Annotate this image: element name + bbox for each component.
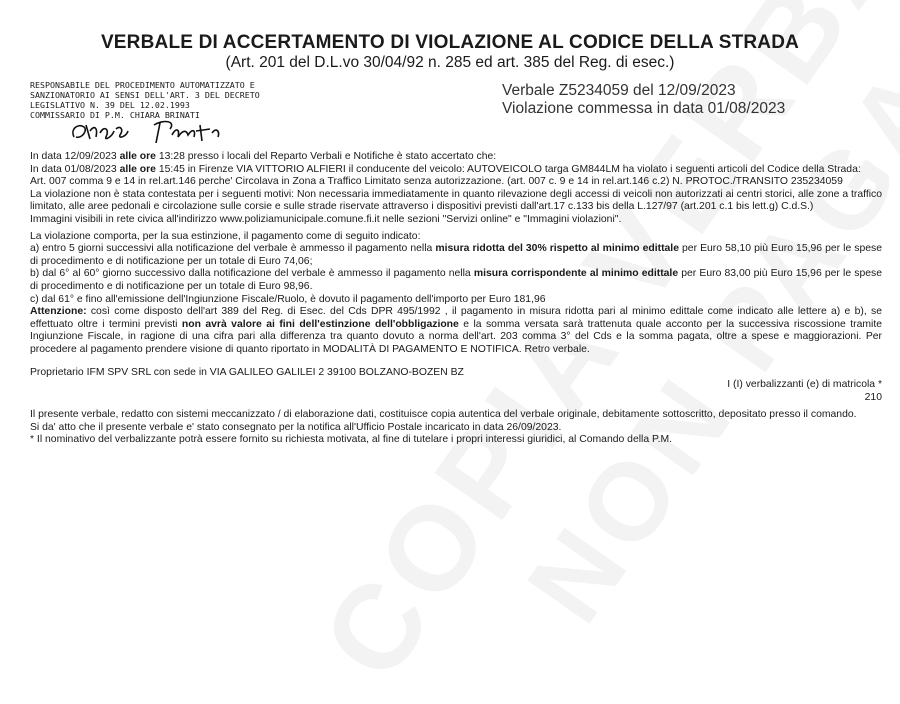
verbale-info — [502, 82, 785, 118]
responsible-line: LEGISLATIVO N. 39 DEL 12.02.1993 — [30, 100, 190, 110]
owner-line: Proprietario IFM SPV SRL con sede in VIA GALILEO GALILEI 2 39100 BOLZANO-BOZEN BZ — [30, 366, 464, 378]
responsible-block — [30, 80, 330, 120]
document-title: VERBALE DI ACCERTAMENTO DI VIOLAZIONE AL CODICE DELLA STRADA — [100, 32, 800, 53]
verbale-number: Verbale Z5234059 del 12/09/2023 — [502, 82, 736, 99]
paragraph: * Il nominativo del verbalizzante potrà essere fornito su richiesta motivata, al fine di tutelare i propri interessi giuridici, al Comando della P.M. — [30, 434, 673, 446]
violation-date: Violazione commessa in data 01/08/2023 — [502, 100, 786, 117]
paragraph: Il presente verbale, redatto con sistemi meccanizzato / di elaborazione dati, costituisce copia autentica del verbale originale, debitamente sottoscritto, depositato presso il comando. — [30, 409, 857, 421]
responsible-line: COMMISSARIO DI P.M. CHIARA BRINATI — [30, 110, 200, 120]
payment-option-a: a) entro 5 giorni successivi alla notificazione del verbale è ammesso il pagamento nella misura ridotta del 30% rispetto al minimo edittale per Euro 58,10 più Euro 15,96 per le spese di procedimento e di notificazione per un totale di Euro 74,06; — [30, 243, 883, 267]
paragraph: La violazione comporta, per la sua estinzione, il pagamento come di seguito indicato: — [30, 230, 421, 242]
attention-note: Attenzione: così come disposto dell'art 389 del Reg. di Esec. del Cds DPR 495/1992 , il pagamento in misura ridotta pari al minimo edittale come indicato alle lettere a) e b), se effettuato oltre i termini previsti non avrà valore ai fini dell'estinzione dell'obbligazione e la somma versata sarà trattenuta quale acconto per la successiva riscossione tramite Ingiunzione Fiscale, in ragione di una cifra pari alla differenza tra quanto dovuto a norma dell'art. 203 comma 3° del Cds e la somma pagata, oltre a spese e maggiorazioni. Per procedere al pagamento prendere visione di quanto riportato in MODALITÀ DI PAGAMENTO E NOTIFICA. Retro verbale. — [30, 306, 882, 355]
paragraph: Immagini visibili in rete civica all'indirizzo www.poliziamunicipale.comune.fi.it nelle sezioni "Servizi online" e "Immagini violazioni". — [30, 213, 622, 225]
violation-article: Art. 007 comma 9 e 14 in rel.art.146 perche' Circolava in Zona a Traffico Limitato senza autorizzazione. (art. 007 c. 9 e 14 in rel.art.146 c.2) N. PROTOC./TRANSITO 235234059 — [30, 176, 843, 188]
responsible-line: RESPONSABILE DEL PROCEDIMENTO AUTOMATIZZATO E — [30, 80, 255, 90]
document-subtitle: (Art. 201 del D.L.vo 30/04/92 n. 285 ed art. 385 del Reg. di esec.) — [225, 54, 675, 71]
paragraph: In data 12/09/2023 alle ore 13:28 presso i locali del Reparto Verbali e Notifiche è stato accertato che: — [30, 151, 497, 162]
matricola-number: 210 — [864, 391, 882, 403]
matricola-line: I (I) verbalizzanti (e) di matricola * — [727, 379, 882, 391]
paragraph: La violazione non è stata contestata per i seguenti motivi: Non necessaria immediatamente in quanto rilevazione degli accessi di veicoli non autorizzati ai centri storici, alle zone a traffico limitato, alle aree pedonali e circolazione sulle corsie e sulle strade riservate attraverso i dispositivi previsti dall'art.17 c.133 bis della L.127/97 (art.201 c.1 bis lett.g) C.d.S.) — [30, 188, 882, 213]
responsible-line: SANZIONATORIO AI SENSI DELL'ART. 3 DEL DECRETO — [30, 90, 260, 100]
handwritten-signature — [68, 115, 248, 147]
document-body — [30, 151, 882, 447]
paragraph: In data 01/08/2023 alle ore 15:45 in Firenze VIA VITTORIO ALFIERI il conducente del veicolo: AUTOVEICOLO targa GM844LM ha violato i seguenti articoli del Codice della Strada: — [30, 163, 861, 175]
payment-option-b: b) dal 6° al 60° giorno successivo dalla notificazione del verbale è ammesso il pagamento nella misura corrispondente al minimo edittale per Euro 83,00 più Euro 15,96 per le spese di procedimento e di notificazione per un totale di Euro 98,96. — [30, 268, 882, 292]
paragraph: Si da' atto che il presente verbale e' stato consegnato per la notifica all'Ufficio Postale incaricato in data 26/09/2023. — [30, 421, 562, 433]
payment-option-c: c) dal 61° e fino all'emissione dell'Ingiunzione Fiscale/Ruolo, è dovuto il pagamento dell'importo per Euro 181,96 — [30, 293, 546, 305]
